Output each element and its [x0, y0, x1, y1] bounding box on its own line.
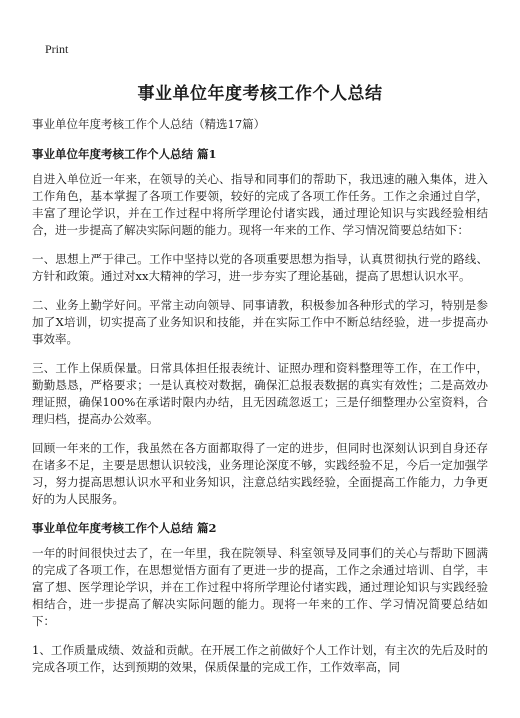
section-heading: 事业单位年度考核工作个人总结 篇2 — [32, 521, 217, 535]
paragraph: 三、工作上保质保量。日常具体担任报表统计、证照办理和资料整理等工作，在工作中，勤勤恳恳，严格要求；一是认真校对数据，确保汇总报表数据的真实有效性；二是高效办理证照，确保100%在承诺时限内办结，且无因疏忽返工；三是仔细整理办公室资料，合理归档，提高办公效率。 — [32, 361, 488, 426]
section-2 — [32, 520, 488, 676]
paragraph: 1、工作质量成绩、效益和贡献。在开展工作之前做好个人工作计划，有主次的先后及时的完成各项工作，达到预期的效果，保质保量的完成工作，工作效率高，同 — [32, 643, 488, 674]
page-subtitle: 事业单位年度考核工作个人总结（精选17篇） — [32, 117, 266, 131]
print-link[interactable]: Print — [45, 42, 69, 56]
paragraph: 二、业务上勤学好问。平常主动向领导、同事请教，积极参加各种形式的学习，特别是参加了X培训，切实提高了业务知识和技能，并在实际工作中不断总结经验，进一步提高办事效率。 — [32, 298, 488, 346]
paragraph: 一、思想上严于律己。工作中坚持以党的各项重要思想为指导，认真贯彻执行党的路线、方针和政策。通过对xx大精神的学习，进一步夯实了理论基础，提高了思想认识水平。 — [32, 252, 488, 283]
section-heading: 事业单位年度考核工作个人总结 篇1 — [32, 147, 217, 161]
paragraph: 自进入单位近一年来，在领导的关心、指导和同事们的帮助下，我迅速的融入集体，进入工作角色，基本掌握了各项工作要领，较好的完成了各项工作任务。工作之余通过自学，丰富了理论学识，并在工作过程中将所学理论付诸实践，通过理论知识与实践经验相结合，进一步提高了解决实际问题的能力。现将一年来的工作、学习情况简要总结如下： — [32, 172, 488, 237]
section-1 — [32, 146, 488, 508]
page-title: 事业单位年度考核工作个人总结 — [137, 84, 383, 104]
paragraph: 回顾一年来的工作，我虽然在各方面都取得了一定的进步，但同时也深刻认识到自身还存在诸多不足，主要是思想认识较浅，业务理论深度不够，实践经验不足，今后一定加强学习，努力提高思想认识水平和业务知识，注意总结实践经验，全面提高工作能力，力争更好的为人民服务。 — [32, 441, 488, 506]
paragraph: 一年的时间很快过去了，在一年里，我在院领导、科室领导及同事们的关心与帮助下圆满的完成了各项工作，在思想觉悟方面有了更进一步的提高，工作之余通过培训、自学，丰富了想、医学理论学识，并在工作过程中将所学理论付诸实践，通过理论知识与实践经验相结合，进一步提高了解决实际问题的能力。现将一年来的工作、学习情况简要总结如下： — [32, 546, 488, 628]
